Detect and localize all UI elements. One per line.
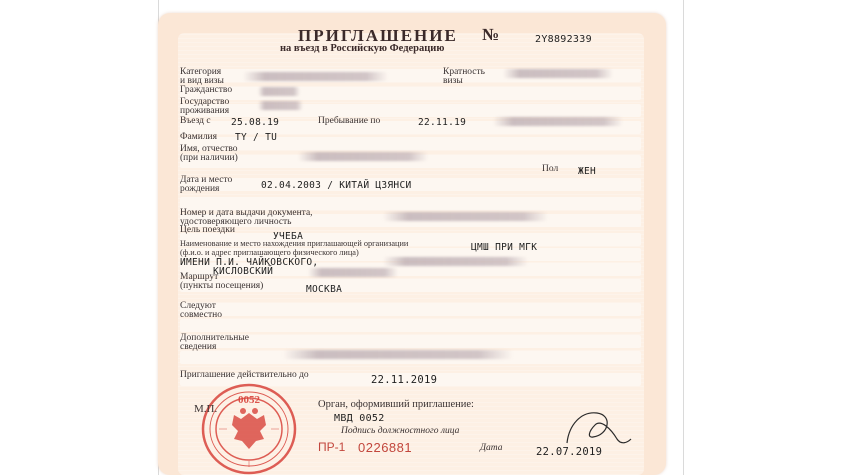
invitation-document bbox=[158, 13, 666, 475]
sex-label: Пол bbox=[542, 164, 559, 174]
entry-label: Въезд с bbox=[180, 116, 211, 126]
eagle-emblem-icon bbox=[232, 408, 266, 449]
official-stamp bbox=[201, 383, 297, 475]
form-code: ПР-1 bbox=[318, 440, 346, 454]
organization-label: Наименование и место нахождения приглашающей организации (ф.и.о. и адрес приглашающего физического лица) bbox=[180, 239, 409, 257]
organization-value-line3: КИСЛОВСКИЙ bbox=[213, 266, 274, 277]
purpose-label: Цель поездки bbox=[180, 225, 235, 235]
birth-value: 02.04.2003 / КИТАЙ ЦЗЯНСИ bbox=[261, 180, 412, 191]
field-band bbox=[180, 303, 641, 316]
number-sign: № bbox=[482, 25, 502, 44]
citizenship-label: Гражданство bbox=[180, 85, 233, 95]
document-title: ПРИГЛАШЕНИЕ bbox=[298, 26, 458, 45]
surname-label: Фамилия bbox=[180, 132, 218, 142]
redacted-organization-address bbox=[383, 257, 528, 266]
signature bbox=[563, 403, 635, 451]
date-value: 22.07.2019 bbox=[536, 446, 603, 458]
category-label: Категория и вид визы bbox=[180, 67, 224, 86]
redacted-residence bbox=[258, 101, 303, 110]
field-band bbox=[180, 319, 641, 332]
mp-label: М.П. bbox=[194, 403, 218, 415]
issuer-label: Орган, оформивший приглашение: bbox=[318, 399, 474, 410]
sex-value: ЖЕН bbox=[578, 166, 597, 177]
multiplicity-label: Кратность визы bbox=[443, 67, 485, 86]
organization-value-line2: ИМЕНИ П.И. ЧАЙКОВСКОГО, bbox=[180, 257, 319, 268]
redacted-name bbox=[298, 152, 428, 161]
route-value: МОСКВА bbox=[306, 284, 343, 295]
surname-value: TY / TU bbox=[235, 132, 278, 143]
route-label: Маршрут (пункты посещения) bbox=[180, 272, 264, 291]
additional-info-label: Дополнительные сведения bbox=[180, 333, 249, 352]
entry-value: 25.08.19 bbox=[231, 117, 280, 128]
field-band bbox=[180, 335, 641, 348]
right-edge-line bbox=[683, 0, 684, 475]
document-subtitle: на въезд в Российскую Федерацию bbox=[280, 43, 445, 54]
id-document-label: Номер и дата выдачи документа, удостоверяющего личность bbox=[180, 208, 313, 227]
field-band bbox=[180, 87, 641, 100]
valid-until-label: Приглашение действительно до bbox=[180, 370, 309, 380]
form-number: 0226881 bbox=[358, 440, 413, 455]
redacted-citizenship bbox=[258, 87, 300, 96]
organization-value-line1: ЦМШ ПРИ МГК bbox=[471, 242, 538, 253]
issuer-value: МВД 0052 bbox=[334, 413, 385, 424]
name-label: Имя, отчество (при наличии) bbox=[180, 144, 238, 163]
field-band bbox=[180, 104, 641, 117]
redacted-entry-extra bbox=[493, 117, 623, 126]
redacted-organization-street bbox=[308, 268, 398, 277]
valid-until-value: 22.11.2019 bbox=[371, 374, 438, 386]
redacted-multiplicity bbox=[503, 69, 613, 78]
redacted-additional-info bbox=[283, 350, 513, 359]
residence-label: Государство проживания bbox=[180, 97, 230, 116]
redacted-category bbox=[243, 72, 388, 81]
signature-label: Подпись должностного лица bbox=[341, 426, 460, 436]
document-number: 2Y8892339 bbox=[535, 34, 592, 45]
redacted-id-document bbox=[383, 212, 548, 221]
companions-label: Следуют совместно bbox=[180, 301, 222, 320]
birth-label: Дата и место рождения bbox=[180, 175, 233, 194]
date-label: Дата bbox=[480, 443, 503, 453]
stamp-number: 0052 bbox=[238, 394, 260, 406]
stay-value: 22.11.19 bbox=[418, 117, 467, 128]
purpose-value: УЧЕБА bbox=[273, 231, 304, 242]
stay-label: Пребывание по bbox=[318, 116, 381, 126]
